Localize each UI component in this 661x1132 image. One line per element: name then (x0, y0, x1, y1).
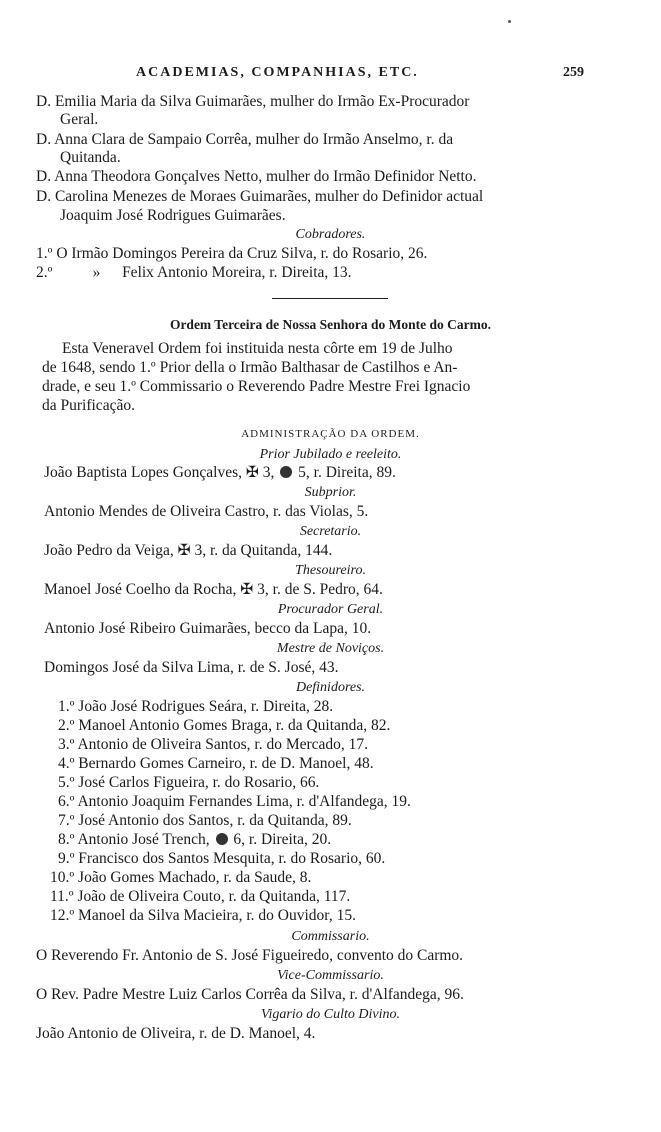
cobrador-text: Felix Antonio Moreira, r. Direita, 13. (122, 264, 352, 281)
title-tesoureiro: Thesoureiro. (295, 563, 366, 578)
title-secretario: Secretario. (299, 524, 362, 539)
cross-icon: ✠ (177, 542, 191, 559)
intro-line: drade, e seu 1.º Commissario o Reverendo Padre Mestre Frei Ignacio (42, 378, 471, 395)
definidor-item: 6.º Antonio Joaquim Fernandes Lima, r. d'Alfandega, 19. (58, 793, 411, 810)
entry-address: 5, r. Direita, 89. (298, 464, 396, 481)
cobrador-line (36, 245, 427, 263)
title-commissario: Commissario. (291, 929, 370, 944)
medal-icon (280, 466, 292, 478)
member-line: Quitanda. (60, 149, 121, 166)
heading-cobradores: Cobradores. (295, 227, 366, 242)
entry-number: 3, (262, 464, 275, 481)
intro-line: de 1648, sendo 1.º Prior della o Irmão Balthasar de Castilhos e An- (42, 359, 458, 376)
member-line: D. Emilia Maria da Silva Guimarães, mulher do Irmão Ex-Procurador (36, 93, 470, 110)
definidor-item: 4.º Bernardo Gomes Carneiro, r. de D. Manoel, 48. (58, 755, 374, 772)
definidor-item: 10.º João Gomes Machado, r. da Saude, 8. (50, 869, 312, 886)
member-line: Geral. (60, 111, 99, 128)
definidor-item: 9.º Francisco dos Santos Mesquita, r. do Rosario, 60. (58, 850, 386, 867)
definidor-item: 3.º Antonio de Oliveira Santos, r. do Mercado, 17. (58, 736, 369, 753)
entry-vigario: João Antonio de Oliveira, r. de D. Manoel, 4. (36, 1025, 316, 1042)
entry-name: João Baptista Lopes Gonçalves, (44, 464, 243, 481)
section-divider (272, 298, 388, 299)
title-definidores: Definidores. (295, 680, 366, 695)
cobrador-number: 1.º (36, 245, 53, 262)
definidor-item: 1.º João José Rodrigues Seára, r. Direita, 28. (58, 698, 334, 715)
entry-mestre: Domingos José da Silva Lima, r. de S. José, 43. (44, 659, 339, 676)
page-number: 259 (563, 65, 584, 80)
entry-name: 8.º Antonio José Trench, (58, 831, 210, 848)
section-title: Ordem Terceira de Nossa Senhora do Monte do Carmo. (169, 317, 492, 332)
entry-name: Manoel José Coelho da Rocha, (44, 581, 237, 598)
running-title: ACADEMIAS, COMPANHIAS, ETC. (136, 65, 419, 80)
entry-address: 6, r. Direita, 20. (233, 831, 332, 848)
member-line: D. Anna Theodora Gonçalves Netto, mulher do Irmão Definidor Netto. (36, 168, 477, 185)
entry-commissario: O Reverendo Fr. Antonio de S. José Figueiredo, convento do Carmo. (36, 947, 464, 964)
title-vigario: Vigario do Culto Divino. (261, 1007, 400, 1022)
title-procurador: Procurador Geral. (277, 602, 384, 617)
title-mestre: Mestre de Noviços. (276, 641, 385, 656)
medal-icon (216, 833, 228, 845)
definidor-item: 11.º João de Oliveira Couto, r. da Quitanda, 117. (50, 888, 351, 905)
cobrador-line (36, 264, 352, 282)
entry-vice: O Rev. Padre Mestre Luiz Carlos Corrêa da Silva, r. d'Alfandega, 96. (36, 986, 464, 1003)
definidor-item: 5.º José Carlos Figueira, r. do Rosario, 66. (58, 774, 320, 791)
cross-icon: ✠ (240, 581, 254, 598)
entry-secretario (44, 542, 332, 560)
title-subprior: Subprior. (304, 485, 357, 500)
entry-tesoureiro (44, 581, 383, 599)
cross-icon: ✠ (245, 464, 259, 481)
member-line: Joaquim José Rodrigues Guimarães. (60, 207, 286, 224)
cobrador-number: 2.º (36, 264, 53, 281)
admin-heading: ADMINISTRAÇÃO DA ORDEM. (241, 428, 420, 440)
entry-prior (44, 464, 396, 482)
definidor-item: 12.º Manoel da Silva Macieira, r. do Ouvidor, 15. (50, 907, 356, 924)
speck (508, 20, 511, 23)
member-line: D. Anna Clara de Sampaio Corrêa, mulher do Irmão Anselmo, r. da (36, 131, 454, 148)
intro-line: Esta Veneravel Ordem foi instituida nesta côrte em 19 de Julho (62, 340, 453, 357)
title-vice: Vice-Commissario. (277, 968, 384, 983)
entry-address: 3, r. de S. Pedro, 64. (257, 581, 383, 598)
entry-name: João Pedro da Veiga, (44, 542, 174, 559)
title-prior: Prior Jubilado e reeleito. (259, 447, 402, 462)
definidor-item: 7.º José Antonio dos Santos, r. da Quitanda, 89. (58, 812, 352, 829)
definidor-item (58, 831, 331, 849)
entry-address: 3, r. da Quitanda, 144. (194, 542, 333, 559)
intro-line: da Purificação. (42, 397, 135, 414)
definidor-item: 2.º Manoel Antonio Gomes Braga, r. da Quitanda, 82. (58, 717, 391, 734)
entry-subprior: Antonio Mendes de Oliveira Castro, r. das Violas, 5. (44, 503, 369, 520)
member-line: D. Carolina Menezes de Moraes Guimarães, mulher do Definidor actual (36, 188, 484, 205)
entry-procurador: Antonio José Ribeiro Guimarães, becco da Lapa, 10. (44, 620, 372, 637)
ditto-mark: » (92, 264, 101, 281)
cobrador-text: O Irmão Domingos Pereira da Cruz Silva, r. do Rosario, 26. (56, 245, 428, 262)
